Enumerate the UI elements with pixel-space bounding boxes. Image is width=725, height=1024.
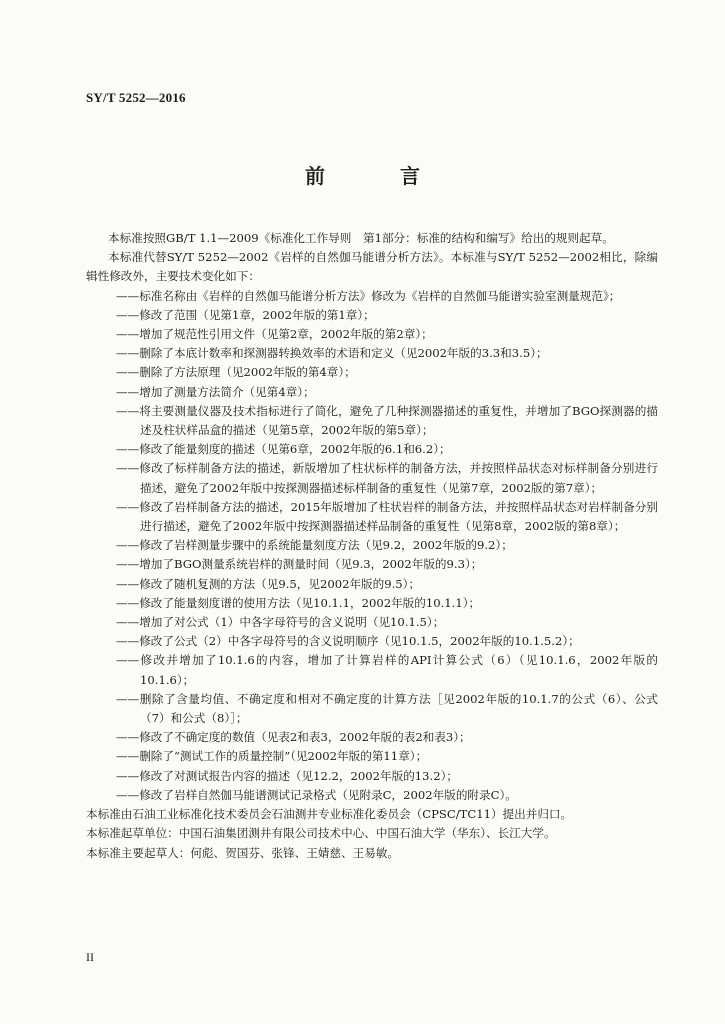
list-item: ——修改了岩样制备方法的描述，2015年版增加了柱状岩样的制备方法，并按照样品状态对岩样制备分别进行描述，避免了2002年版中按探测器描述样品制备的重复性（见第8章，2002版的第8章）； [116,499,658,534]
list-item: ——修改了岩样测量步骤中的系统能量刻度方法（见9.2，2002年版的9.2）； [116,538,513,553]
list-item: ——修改了能量刻度的描述（见第6章，2002年版的6.1和6.2）； [116,442,451,457]
list-item: ——修改了标样制备方法的描述，新版增加了柱状标样的制备方法，并按照样品状态对标样制备分别进行描述，避免了2002年版中按探测器描述标样制备的重复性（见第7章，2002版的第7章）； [116,461,658,495]
standard-code-header: SY/T 5252—2016 [86,90,186,105]
list-item: ——修改了公式（2）中各字母符号的含义说明顺序（见10.1.5，2002年版的10.1.5.2）； [116,634,580,649]
list-item: ——修改了不确定度的数值（见表2和表3，2002年版的表2和表3）； [116,730,471,745]
list-item: ——修改并增加了10.1.6的内容，增加了计算岩样的API计算公式（6）（见10.1.6，2002年版的10.1.6）； [116,653,658,687]
list-item: ——修改了岩样自然伽马能谱测试记录格式（见附录C，2002年版的附录C）。 [116,787,517,802]
list-item: ——删除了方法原理（见2002年版的第4章）； [116,365,356,380]
drafting-units-statement: 本标准起草单位：中国石油集团测井有限公司技术中心、中国石油大学（华东）、长江大学。 [86,826,556,841]
list-item: ——增加了测量方法简介（见第4章）； [116,384,315,399]
list-item: ——删除了“测试工作的质量控制”（见2002年版的第11章）； [116,749,428,764]
changes-list [86,287,658,805]
list-item: ——修改了随机复测的方法（见9.5，见2002年版的9.5）； [116,576,421,591]
list-item: ——标准名称由《岩样的自然伽马能谱分析方法》修改为《岩样的自然伽马能谱实验室测量规范》； [116,288,621,303]
page-title: 前 言 [305,164,454,188]
list-item: ——修改了范围（见第1章，2002年版的第1章）； [116,307,375,322]
intro-paragraph-1: 本标准按照GB/T 1.1—2009《标准化工作导则 第1部分：标准的结构和编写》给出的规则起草。 [108,231,614,245]
foreword-body [86,229,658,863]
page-number: II [86,950,94,964]
list-item: ——删除了含量均值、不确定度和相对不确定度的计算方法［见2002年版的10.1.7的公式（6）、公式（7）和公式（8）］； [116,691,658,726]
intro-paragraph-2: 本标准代替SY/T 5252—2002《岩样的自然伽马能谱分析方法》。本标准与SY/T 5252—2002相比，除编辑性修改外，主要技术变化如下： [86,250,658,284]
drafters-statement: 本标准主要起草人：何彪、贺国芬、张锋、王婧慈、王易敏。 [86,845,400,860]
proposing-body-statement: 本标准由石油工业标准化技术委员会石油测井专业标准化委员会（CPSC/TC11）提出并归口。 [86,807,573,822]
list-item: ——修改了能量刻度谱的使用方法（见10.1.1，2002年版的10.1.1）； [116,595,481,610]
list-item: ——增加了对公式（1）中各字母符号的含义说明（见10.1.5）； [116,615,445,630]
list-item: ——增加了BGO测量系统岩样的测量时间（见9.3，2002年版的9.3）； [116,557,483,572]
list-item: ——删除了本底计数率和探测器转换效率的术语和定义（见2002年版的3.3和3.5）； [116,346,548,361]
list-item: ——修改了对测试报告内容的描述（见12.2，2002年版的13.2）； [116,768,458,783]
list-item: ——将主要测量仪器及技术指标进行了简化，避免了几种探测器描述的重复性，并增加了BGO探测器的描述及柱状样品盒的描述（见第5章，2002年版的第5章）； [116,403,658,438]
list-item: ——增加了规范性引用文件（见第2章，2002年版的第2章）； [116,327,433,342]
